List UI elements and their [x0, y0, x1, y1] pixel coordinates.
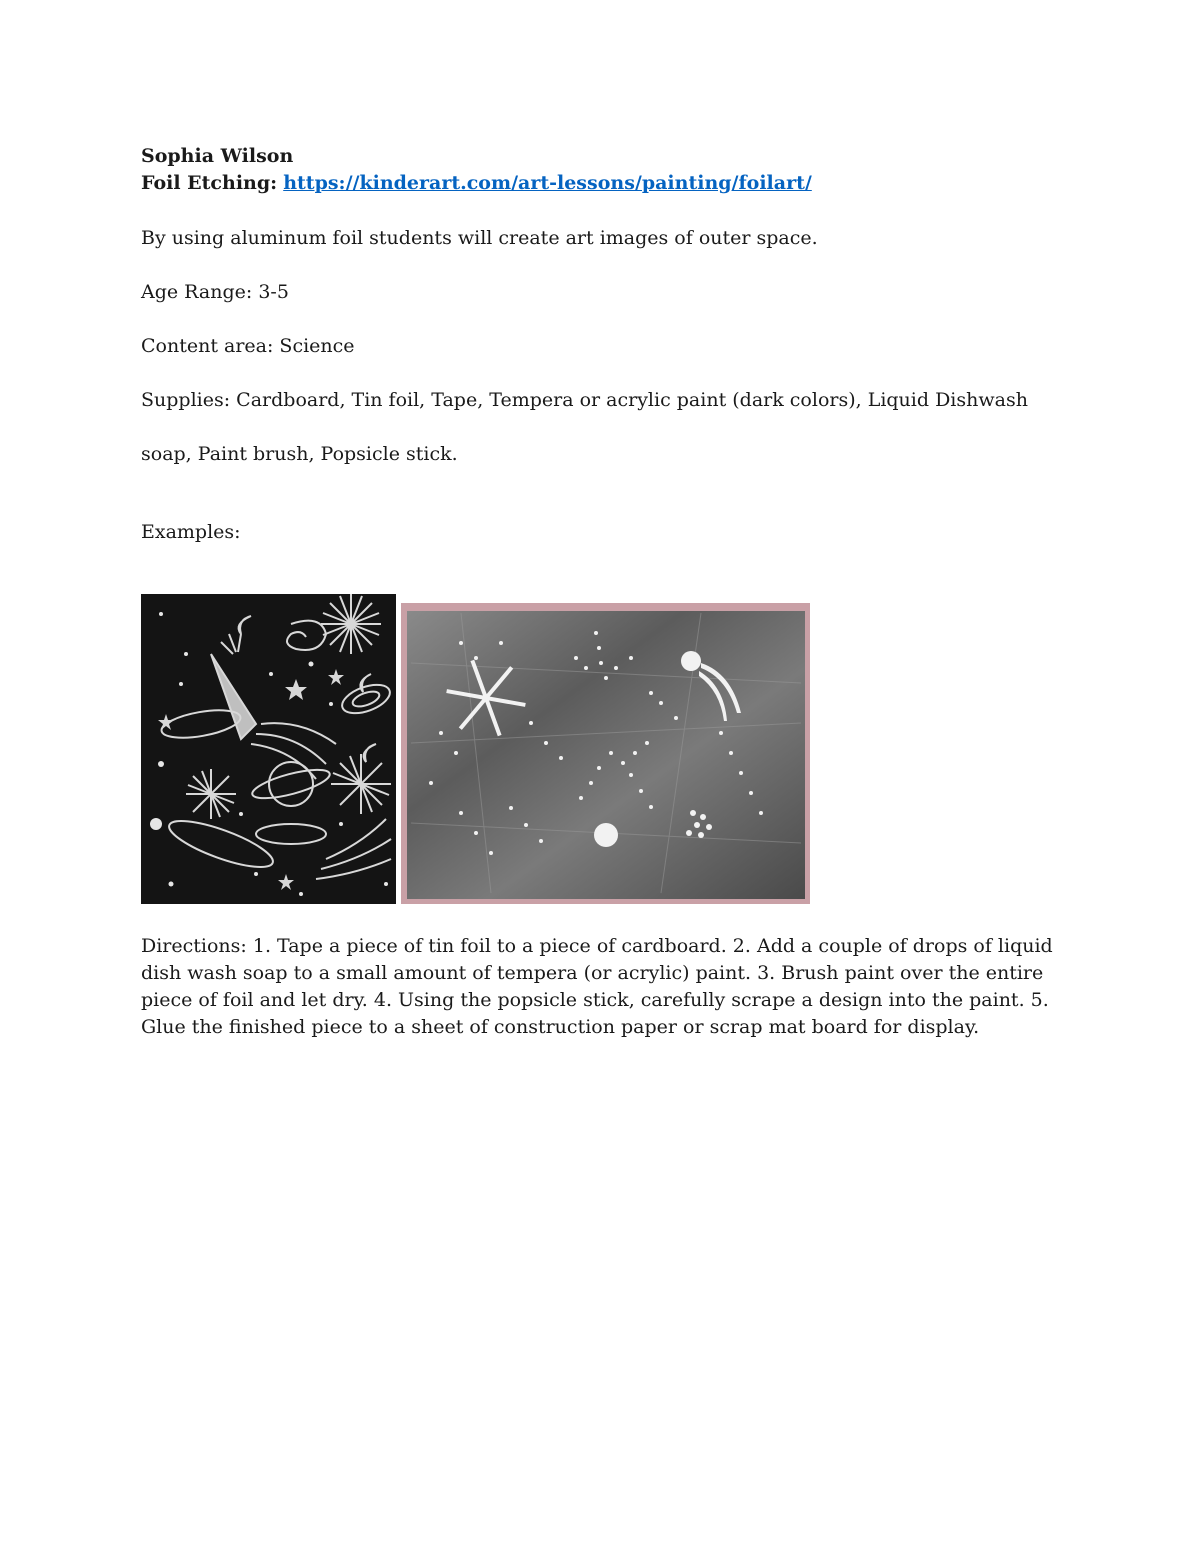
foil-etching-photo — [401, 603, 810, 904]
example-image-2 — [401, 603, 810, 904]
age-range: Age Range: 3-5 — [141, 281, 289, 303]
title-label: Foil Etching: — [141, 172, 278, 194]
lesson-link[interactable]: https://kinderart.com/art-lessons/painting/foilart/ — [283, 172, 812, 194]
content-area: Content area: Science — [141, 335, 355, 357]
space-scratch-art — [141, 594, 396, 904]
description: By using aluminum foil students will create art images of outer space. — [141, 227, 818, 249]
example-image-1 — [141, 594, 396, 904]
supplies-line-1: Supplies: Cardboard, Tin foil, Tape, Tempera or acrylic paint (dark colors), Liquid Dishwash — [141, 389, 1028, 411]
supplies-line-2: soap, Paint brush, Popsicle stick. — [141, 443, 458, 465]
title-line — [141, 171, 812, 195]
author-name: Sophia Wilson — [141, 145, 294, 167]
examples-label: Examples: — [141, 521, 241, 543]
directions-paragraph: Directions: 1. Tape a piece of tin foil to a piece of cardboard. 2. Add a couple of drops of liquid dish wash soap to a small amount of tempera (or acrylic) paint. 3. Brush paint over the entire piece of foil and let dry. 4. Using the popsicle stick, carefully scrape a design into the paint. 5. Glue the finished piece to a sheet of construction paper or scrap mat board for display. — [141, 935, 1053, 1038]
